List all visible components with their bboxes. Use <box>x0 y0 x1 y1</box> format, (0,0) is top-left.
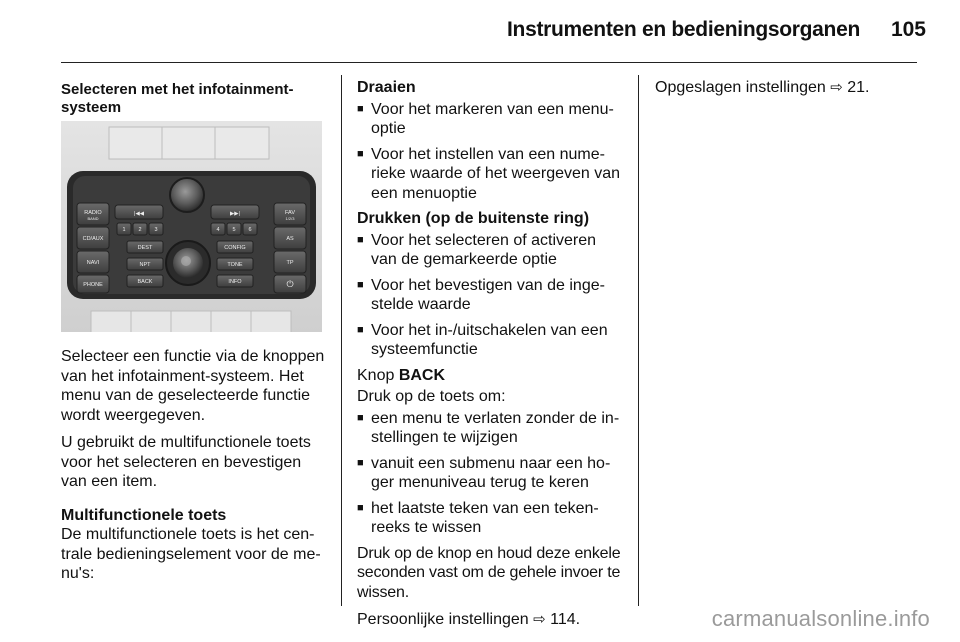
column-2 <box>357 78 625 638</box>
tone-button-label: TONE <box>227 262 243 268</box>
column-divider-2 <box>638 75 639 606</box>
press-key-intro: Druk op de toets om: <box>357 388 506 405</box>
preset-5-label: 5 <box>232 227 236 233</box>
preset-6-label: 6 <box>248 227 252 233</box>
radio-button-label: RADIO <box>84 210 102 216</box>
multifunction-intro-paragraph: U gebruikt de multifunctionele toets voor het selecteren en bevestigen van een item. <box>61 434 311 490</box>
phone-button-label: PHONE <box>83 282 103 288</box>
power-icon: ⏻ <box>286 279 294 289</box>
page-reference-arrow-icon: ⇨ <box>533 611 546 628</box>
list-item: ■ Voor het instellen van een nume-rieke waarde of het weergeven van een menuoptie <box>357 145 625 204</box>
saved-settings-label: Opgeslagen instellingen <box>655 79 831 96</box>
column-divider-1 <box>341 75 342 606</box>
back-button-label: BACK <box>137 279 153 285</box>
preset-2-label: 2 <box>138 227 142 233</box>
personal-settings-reference[interactable] <box>357 610 625 630</box>
preset-4-label: 4 <box>216 227 220 233</box>
press-heading: Drukken (op de buitenste ring) <box>357 210 590 227</box>
seek-forward-icon: ▶▶| <box>230 211 240 217</box>
watermark: carmanualsonline.info <box>711 606 930 631</box>
info-button-label: INFO <box>228 279 242 285</box>
knop-label: Knop <box>357 366 399 384</box>
multifunction-subheading: Multifunctionele toets <box>61 506 227 524</box>
header-title: Instrumenten en bedieningsorganen <box>507 18 860 41</box>
npt-button-label: NPT <box>139 262 151 268</box>
header-rule <box>61 62 917 63</box>
section-heading: Selecteren met het infotainment-systeem <box>61 81 294 116</box>
list-item: ■ Voor het in-/uitschakelen van een systeemfunctie <box>357 321 625 360</box>
tp-button-label: TP <box>286 260 294 266</box>
column-1 <box>61 81 326 117</box>
page-number: 105 <box>890 18 926 41</box>
intro-paragraph: Selecteer een functie via de knoppen van het infotainment-systeem. Het menu van de geselecteerde functie wordt weergegeven. <box>61 348 325 424</box>
cd-aux-button-label: CD/AUX <box>82 236 104 242</box>
saved-settings-reference[interactable] <box>655 78 917 98</box>
back-key-name: BACK <box>398 366 446 384</box>
preset-1-label: 1 <box>122 227 126 233</box>
list-item: ■ een menu te verlaten zonder de in-stellingen te wijzigen <box>357 409 625 448</box>
infotainment-panel-figure <box>61 121 322 332</box>
preset-3-label: 3 <box>154 227 158 233</box>
list-item: ■ Voor het selecteren of activeren van de gemarkeerde optie <box>357 231 625 270</box>
radio-band-label: BAND <box>87 216 99 221</box>
saved-settings-page: 21. <box>842 79 870 96</box>
config-button-label: CONFIG <box>224 245 246 251</box>
knop-back-line <box>357 366 625 386</box>
fav-button-label: FAV <box>285 210 295 216</box>
fav-sub-label: 1/2/3 <box>285 216 295 221</box>
dest-button-label: DEST <box>137 245 153 251</box>
list-item: ■ Voor het bevestigen van de inge-stelde waarde <box>357 276 625 315</box>
hold-paragraph: Druk op de knop en houd deze enkele seconden vast om de gehele invoer te wissen. <box>357 544 621 601</box>
column-1-text <box>61 347 326 592</box>
seek-back-icon: |◀◀ <box>134 211 144 217</box>
multifunction-paragraph: De multifunctionele toets is het cen-trale bedieningselement voor de me-nu's: <box>61 526 321 582</box>
rotate-heading: Draaien <box>357 79 416 96</box>
list-item: ■ vanuit een submenu naar een ho-ger menuniveau terug te keren <box>357 454 625 493</box>
list-item: ■ het laatste teken van een teken-reeks te wissen <box>357 499 625 538</box>
personal-settings-label: Persoonlijke instellingen <box>357 611 534 628</box>
page-reference-arrow-icon: ⇨ <box>830 79 843 96</box>
as-button-label: AS <box>286 236 294 242</box>
personal-settings-page: 114. <box>545 611 581 628</box>
navi-button-label: NAVI <box>86 260 100 266</box>
infotainment-panel-illustration <box>61 121 322 332</box>
list-item: ■ Voor het markeren van een menu-optie <box>357 100 625 139</box>
column-3 <box>655 78 917 106</box>
